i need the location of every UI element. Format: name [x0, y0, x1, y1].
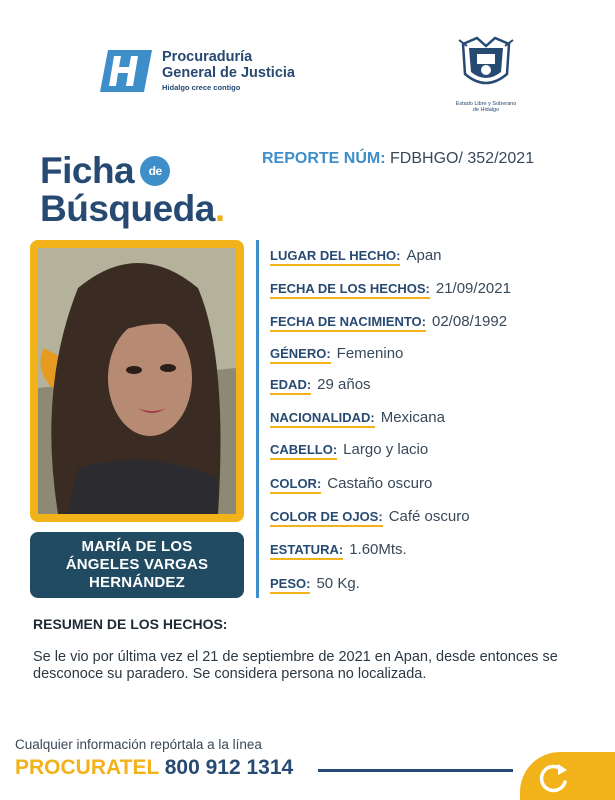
- report-year: /2021: [494, 150, 535, 167]
- field-label: NACIONALIDAD:: [270, 410, 375, 428]
- field-label: ESTATURA:: [270, 542, 343, 560]
- person-name-line2: ÁNGELES VARGAS: [65, 556, 209, 573]
- agency-tagline: Hidalgo crece contigo: [162, 82, 241, 92]
- title-dot: .: [214, 188, 225, 229]
- photo-frame: [30, 240, 244, 522]
- field-value: 1.60Mts.: [349, 541, 407, 558]
- field-value: 50 Kg.: [316, 575, 360, 592]
- seal-caption-line2: de Hidalgo: [472, 107, 500, 114]
- summary-text: Se le vio por última vez el 21 de septiembre de 2021 en Apan, desde entonces se desconoce su paradero. Se considera persona no localizada.: [33, 649, 558, 682]
- field-value: Largo y lacio: [343, 441, 429, 458]
- agency-name-line1: Procuraduría: [162, 49, 253, 66]
- page-title: [40, 150, 225, 230]
- field-label: GÉNERO:: [270, 346, 331, 364]
- field-nacionalidad: [270, 409, 445, 426]
- report-number: [262, 150, 534, 168]
- field-value: 29 años: [317, 376, 371, 393]
- field-value: Castaño oscuro: [327, 475, 433, 492]
- seal-caption-line1: Estado Libre y Soberano: [455, 101, 517, 107]
- field-peso: [270, 575, 360, 592]
- field-edad: [270, 376, 371, 393]
- person-photo: [38, 248, 236, 514]
- field-value: Femenino: [336, 345, 404, 362]
- field-label: CABELLO:: [270, 442, 337, 460]
- hidalgo-state-seal-icon: [455, 34, 517, 94]
- person-name: [30, 532, 244, 598]
- refresh-arrow-icon: [536, 762, 570, 796]
- field-color: [270, 475, 432, 492]
- vertical-divider: [256, 240, 259, 598]
- field-label: FECHA DE LOS HECHOS:: [270, 281, 430, 299]
- field-label: COLOR DE OJOS:: [270, 509, 383, 527]
- field-label: EDAD:: [270, 377, 311, 395]
- field-lugar: [270, 247, 442, 264]
- field-value: Apan: [406, 247, 442, 264]
- report-num: 352: [467, 150, 495, 167]
- field-label: PESO:: [270, 576, 310, 594]
- footer-hotline: [15, 756, 293, 780]
- field-estatura: [270, 541, 407, 558]
- title-badge: de: [140, 156, 170, 186]
- field-value: 02/08/1992: [432, 313, 508, 330]
- hotline-phone: 800 912 1314: [164, 756, 294, 779]
- person-name-line1: MARÍA DE LOS: [81, 538, 193, 555]
- title-line2: Búsqueda: [40, 188, 215, 229]
- report-label: REPORTE NÚM:: [262, 150, 386, 167]
- hotline-brand: PROCURATEL: [15, 756, 159, 779]
- field-cabello: [270, 441, 428, 458]
- field-genero: [270, 345, 403, 362]
- pgj-h-logo-icon: [98, 48, 154, 94]
- field-fecha-nacimiento: [270, 313, 507, 330]
- field-fecha-hechos: [270, 280, 511, 297]
- person-name-line3: HERNÁNDEZ: [89, 574, 185, 591]
- field-label: LUGAR DEL HECHO:: [270, 248, 400, 266]
- footer-rule: [318, 769, 513, 772]
- field-color-ojos: [270, 508, 470, 525]
- field-value: 21/09/2021: [435, 280, 511, 297]
- field-value: Mexicana: [380, 409, 445, 426]
- title-line1: Ficha: [40, 150, 135, 191]
- field-value: Café oscuro: [388, 508, 470, 525]
- field-label: COLOR:: [270, 476, 321, 494]
- report-prefix: FDBHGO/: [390, 150, 463, 167]
- agency-name-line2: General de Justicia: [162, 64, 295, 81]
- summary-heading: RESUMEN DE LOS HECHOS:: [33, 616, 228, 632]
- pgj-logo: [98, 48, 295, 94]
- state-seal: [446, 34, 526, 114]
- field-label: FECHA DE NACIMIENTO:: [270, 314, 426, 332]
- footer-instruction: Cualquier información repórtala a la línea: [15, 737, 262, 752]
